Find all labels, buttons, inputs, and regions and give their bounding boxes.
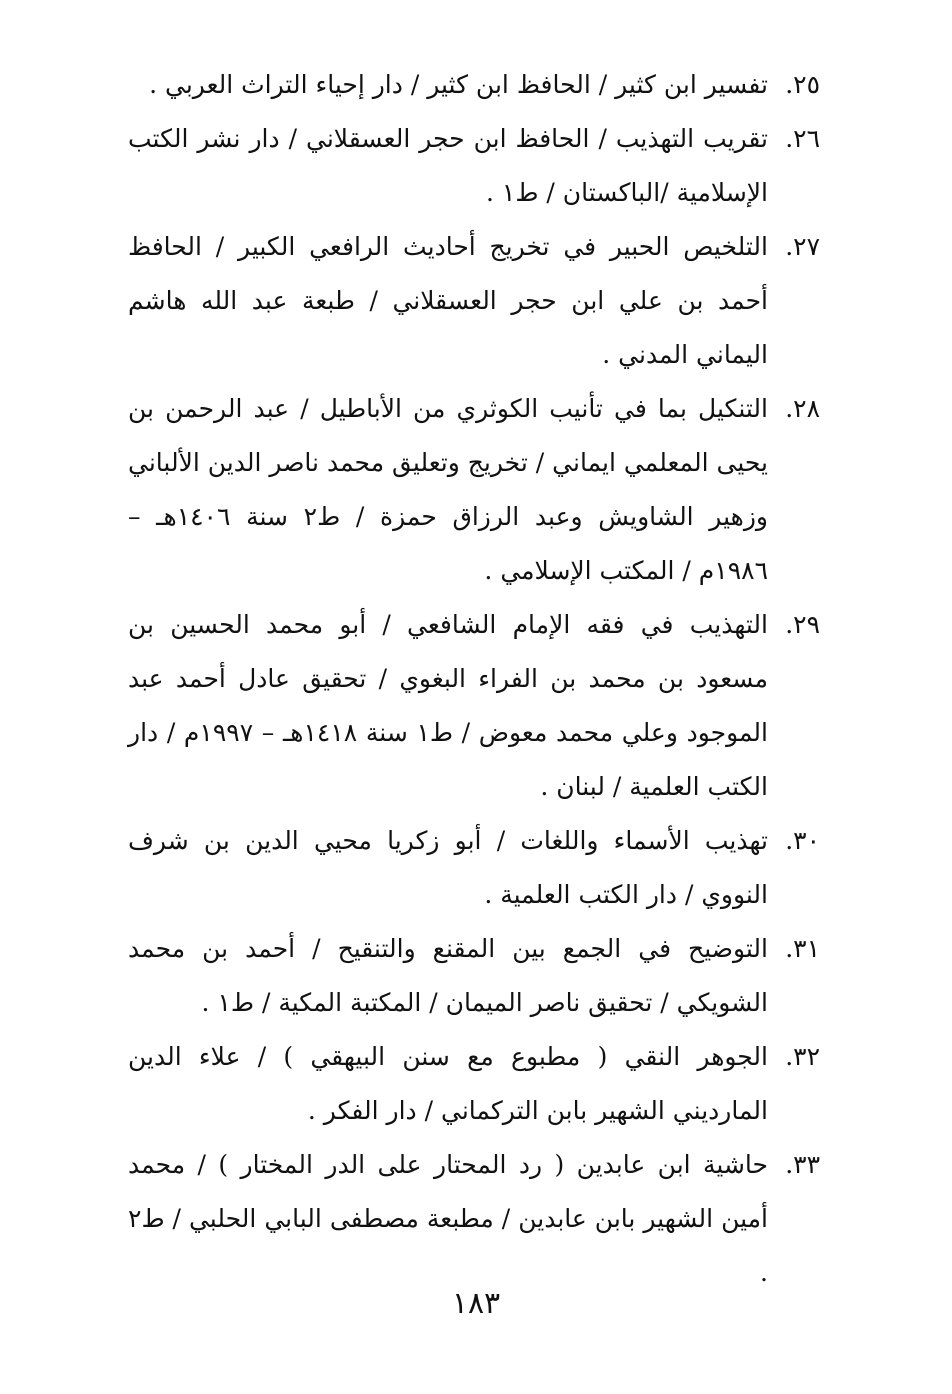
- reference-text: تقريب التهذيب / الحافظ ابن حجر العسقلاني / دار نشر الكتب الإسلامية /الباكستان / ط١ .: [128, 124, 768, 207]
- reference-number: ٢٨.: [785, 394, 820, 423]
- reference-item: [128, 58, 820, 112]
- reference-number: ٣١.: [785, 934, 820, 963]
- reference-text: التوضيح في الجمع بين المقنع والتنقيح / أحمد بن محمد الشويكي / تحقيق ناصر الميمان / المكتبة المكية / ط١ .: [128, 934, 768, 1017]
- reference-text: تفسير ابن كثير / الحافظ ابن كثير / دار إحياء التراث العربي .: [149, 70, 768, 99]
- reference-item: [128, 1030, 820, 1138]
- reference-text: حاشية ابن عابدين ( رد المحتار على الدر المختار ) / محمد أمين الشهير بابن عابدين / مطبعة مصطفى البابي الحلبي / ط٢ .: [128, 1150, 768, 1287]
- reference-text: الجوهر النقي ( مطبوع مع سنن البيهقي ) / علاء الدين المارديني الشهير بابن التركماني / دار الفكر .: [128, 1042, 768, 1125]
- reference-number: ٣٣.: [785, 1150, 820, 1179]
- reference-number: ٢٧.: [785, 232, 820, 261]
- reference-item: [128, 598, 820, 814]
- reference-item: [128, 814, 820, 922]
- reference-number: ٣٠.: [785, 826, 820, 855]
- reference-item: [128, 922, 820, 1030]
- reference-number: ٢٦.: [785, 124, 820, 153]
- reference-item: [128, 220, 820, 382]
- reference-text: تهذيب الأسماء واللغات / أبو زكريا محيي الدين بن شرف النووي / دار الكتب العلمية .: [128, 826, 768, 909]
- reference-item: [128, 1138, 820, 1300]
- bibliography-list: [128, 58, 820, 1300]
- reference-number: ٣٢.: [785, 1042, 820, 1071]
- reference-number: ٢٩.: [785, 610, 820, 639]
- reference-item: [128, 112, 820, 220]
- reference-number: ٢٥.: [785, 70, 820, 99]
- page-number: ١٨٣: [451, 1286, 501, 1321]
- reference-text: التنكيل بما في تأنيب الكوثري من الأباطيل / عبد الرحمن بن يحيى المعلمي ايماني / تخريج وتعليق محمد ناصر الدين الألباني وزهير الشاويش وعبد الرزاق حمزة / ط٢ سنة ١٤٠٦هـ – ١٩٨٦م / المكتب الإسلامي .: [128, 394, 768, 585]
- reference-text: التهذيب في فقه الإمام الشافعي / أبو محمد الحسين بن مسعود بن محمد بن الفراء البغوي / تحقيق عادل أحمد عبد الموجود وعلي محمد معوض / ط١ سنة ١٤١٨هـ – ١٩٩٧م / دار الكتب العلمية / لبنان .: [128, 610, 768, 801]
- reference-text: التلخيص الحبير في تخريج أحاديث الرافعي الكبير / الحافظ أحمد بن علي ابن حجر العسقلاني / طبعة عبد الله هاشم اليماني المدني .: [128, 232, 768, 369]
- reference-item: [128, 382, 820, 598]
